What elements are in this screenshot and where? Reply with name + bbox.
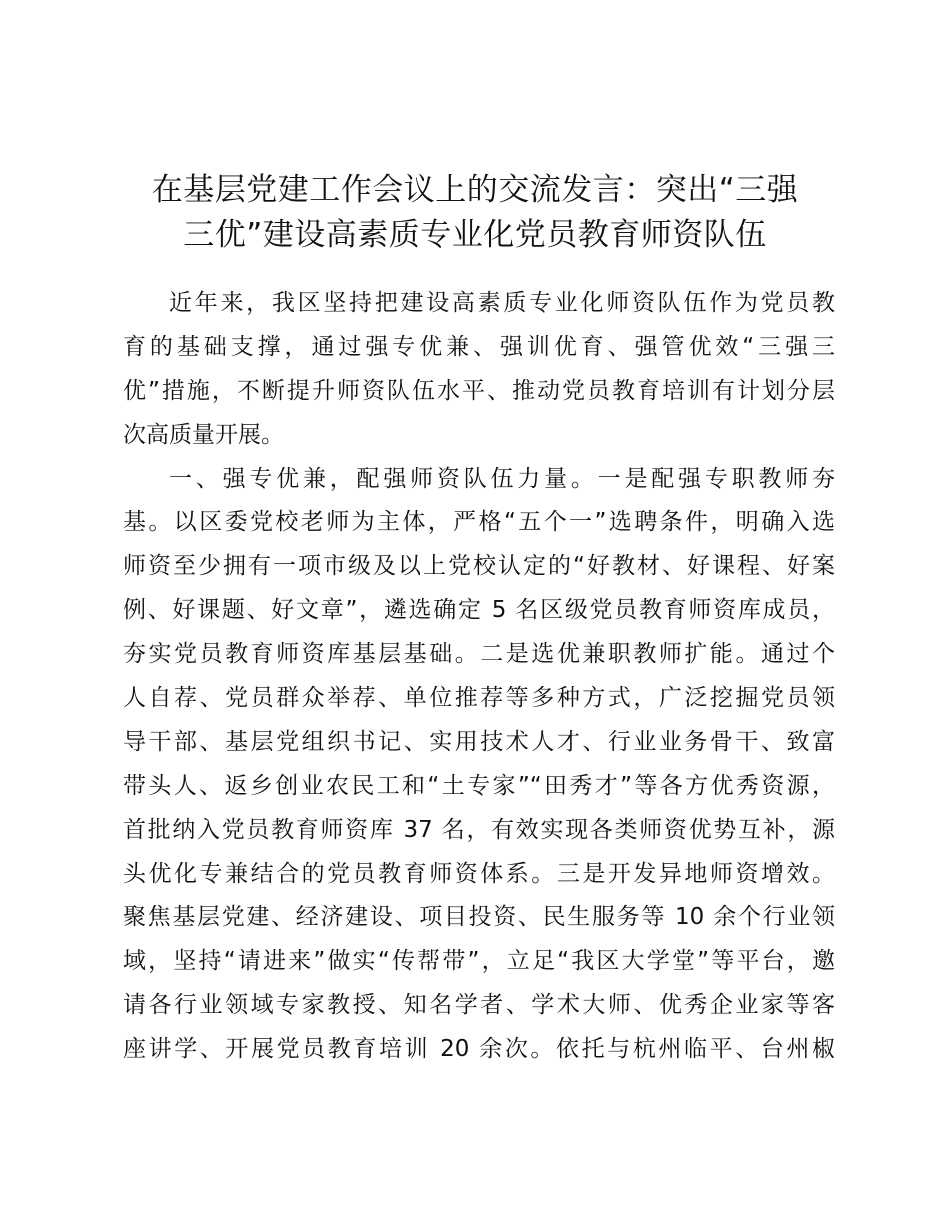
paragraph-2-line: 带头人、返乡创业农民工和“土专家”“田秀才”等各方优秀资源， xyxy=(123,772,835,799)
title-line: 三优”建设高素质专业化党员教育师资队伍 xyxy=(183,217,767,253)
paragraph-2-line: 域，坚持“请进来”做实“传帮带”，立足“我区大学堂”等平台，邀 xyxy=(123,948,835,975)
paragraph-1-line: 次高质量开展。 xyxy=(123,421,284,448)
paragraph-2-line: 导干部、基层党组织书记、实用技术人才、行业业务骨干、致富 xyxy=(123,728,835,755)
paragraph-2-line: 师资至少拥有一项市级及以上党校认定的“好教材、好课程、好案 xyxy=(123,553,835,580)
paragraph-2-line: 基。以区委党校老师为主体，严格“五个一”选聘条件，明确入选 xyxy=(123,509,835,536)
paragraph-2-line: 夯实党员教育师资库基层基础。二是选优兼职教师扩能。通过个 xyxy=(123,641,835,668)
paragraph-2-line: 聚焦基层党建、经济建设、项目投资、民生服务等 10 余个行业领 xyxy=(123,904,835,931)
paragraph-2-line: 头优化专兼结合的党员教育师资体系。三是开发异地师资增效。 xyxy=(123,860,835,887)
paragraph-2-line: 座讲学、开展党员教育培训 20 余次。依托与杭州临平、台州椒 xyxy=(123,1036,835,1063)
document-title xyxy=(110,168,840,258)
paragraph-1-line: 优”措施，不断提升师资队伍水平、推动党员教育培训有计划分层 xyxy=(123,377,835,404)
paragraph-2-line: 首批纳入党员教育师资库 37 名，有效实现各类师资优势互补，源 xyxy=(123,816,835,843)
title-line: 在基层党建工作会议上的交流发言：突出“三强 xyxy=(151,172,799,208)
paragraph-1-line: 近年来，我区坚持把建设高素质专业化师资队伍作为党员教 xyxy=(169,290,835,316)
document-body xyxy=(123,282,835,1072)
paragraph-1-line: 育的基础支撑，通过强专优兼、强训优育、强管优效“三强三 xyxy=(123,333,835,360)
paragraph-2-line: 一、强专优兼，配强师资队伍力量。一是配强专职教师夯 xyxy=(169,465,835,492)
paragraph-2-line: 例、好课题、好文章”，遴选确定 5 名区级党员教育师资库成员， xyxy=(123,597,835,624)
paragraph-2-line: 请各行业领域专家教授、知名学者、学术大师、优秀企业家等客 xyxy=(123,992,835,1019)
paragraph-2-line: 人自荐、党员群众举荐、单位推荐等多种方式，广泛挖掘党员领 xyxy=(123,685,835,712)
